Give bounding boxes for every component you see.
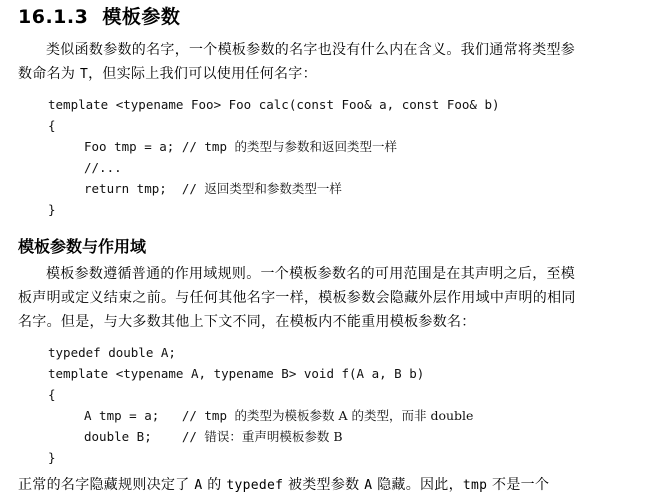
code-comment: 的类型与参数和返回类型一样 bbox=[234, 139, 398, 154]
text-run: 正常的名字隐藏规则决定了 bbox=[18, 477, 195, 493]
code-text: double B; // bbox=[84, 429, 205, 444]
paragraph-line: 模板参数遵循普通的作用域规则。一个模板参数名的可用范围是在其声明之后，至模 bbox=[46, 266, 576, 282]
text-run: 隐藏。因此， bbox=[372, 477, 463, 493]
code-line bbox=[48, 136, 500, 157]
subsection-heading: 模板参数与作用域 bbox=[18, 237, 147, 256]
code-text: { bbox=[48, 118, 56, 133]
code-text: return tmp; // bbox=[84, 181, 205, 196]
inline-code: typedef bbox=[226, 478, 284, 493]
text-run: 不是一个 bbox=[487, 477, 550, 493]
code-text: { bbox=[48, 387, 56, 402]
code-line bbox=[48, 426, 473, 447]
closing-paragraph bbox=[18, 473, 648, 498]
code-text: typedef double A; bbox=[48, 345, 176, 360]
code-text: Foo tmp = a; // tmp bbox=[84, 139, 235, 154]
code-text: template <typename A, typename B> void f(A a, B b) bbox=[48, 366, 425, 381]
scope-paragraph bbox=[18, 262, 648, 334]
paragraph-line bbox=[18, 473, 648, 498]
paragraph-line: 板声明或定义结束之前。与任何其他名字一样，模板参数会隐藏外层作用域中声明的相同 bbox=[18, 290, 576, 306]
inline-code: A bbox=[364, 478, 373, 493]
section-number: 16.1.3 bbox=[18, 6, 89, 28]
text-run: 的 bbox=[202, 477, 227, 493]
code-block-calc bbox=[48, 94, 500, 220]
code-line bbox=[48, 447, 473, 468]
code-line bbox=[48, 384, 473, 405]
code-line bbox=[48, 115, 500, 136]
code-text: template <typename Foo> Foo calc(const Foo& a, const Foo& b) bbox=[48, 97, 500, 112]
inline-code: T bbox=[79, 67, 89, 82]
inline-code: A bbox=[194, 478, 203, 493]
code-text: } bbox=[48, 202, 56, 217]
section-title: 模板参数 bbox=[102, 6, 181, 28]
paragraph-line: 名字。但是，与大多数其他上下文不同，在模板内不能重用模板参数名： bbox=[18, 314, 476, 330]
code-line bbox=[48, 94, 500, 115]
section-heading bbox=[18, 2, 180, 29]
code-text: //... bbox=[84, 160, 122, 175]
inline-code: tmp bbox=[462, 478, 488, 493]
code-line bbox=[48, 199, 500, 220]
paragraph-line bbox=[18, 62, 648, 87]
code-line bbox=[48, 178, 500, 199]
code-comment: 错误：重声明模板参数 B bbox=[204, 429, 343, 444]
text-run: ，但实际上我们可以使用任何名字： bbox=[88, 66, 317, 82]
intro-paragraph bbox=[18, 38, 648, 87]
code-line bbox=[48, 342, 473, 363]
paragraph-line: 类似函数参数的名字，一个模板参数的名字也没有什么内在含义。我们通常将类型参 bbox=[46, 42, 576, 58]
code-text: A tmp = a; // tmp bbox=[84, 408, 235, 423]
code-line bbox=[48, 157, 500, 178]
code-line bbox=[48, 363, 473, 384]
text-run: 被类型参数 bbox=[283, 477, 365, 493]
code-comment: 的类型为模板参数 A 的类型，而非 double bbox=[234, 408, 474, 423]
text-run: 数命名为 bbox=[18, 66, 80, 82]
code-comment: 返回类型和参数类型一样 bbox=[204, 181, 342, 196]
code-line bbox=[48, 405, 473, 426]
code-text: } bbox=[48, 450, 56, 465]
code-block-typedef bbox=[48, 342, 473, 468]
